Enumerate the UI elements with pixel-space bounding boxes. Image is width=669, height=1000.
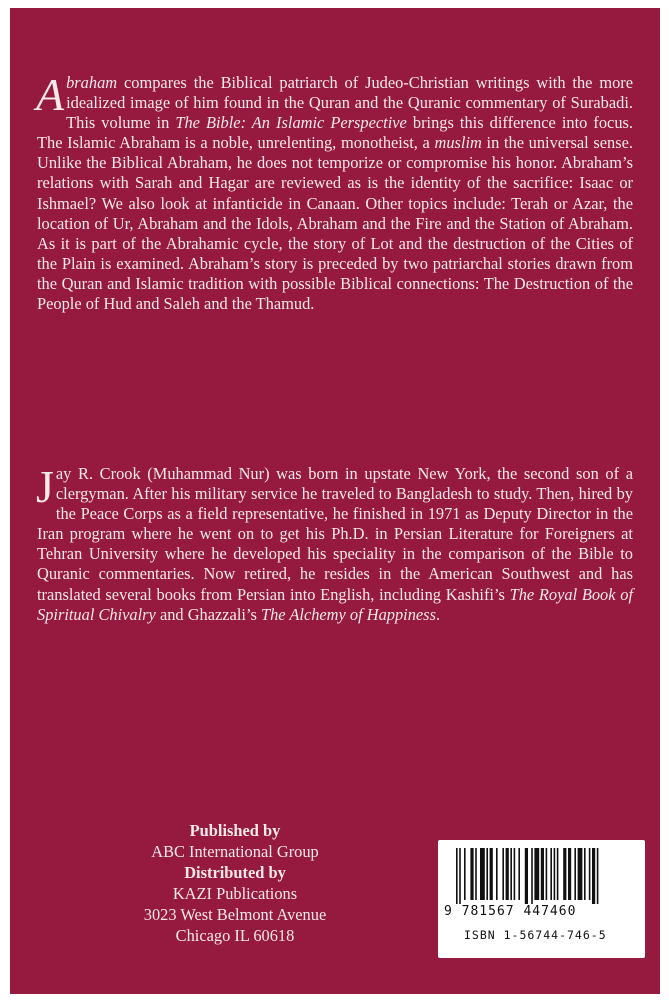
street-address: 3023 West Belmont Avenue	[143, 905, 327, 924]
barcode-label	[438, 840, 645, 958]
description-text: brings this difference into focus. The Islamic Abraham is a noble, unrelenting, monotheist, a	[37, 113, 633, 153]
publisher-info	[110, 820, 360, 946]
book-title: The Alchemy of Happiness	[260, 604, 436, 624]
barcode-digits: 9 781567 447460	[444, 904, 577, 919]
bio-text: ay R. Crook (Muhammad Nur) was born in upstate New York, the second son of a clergyman. After his military service he traveled to Bangladesh to study. Then, hired by the Peace Corps as a field representative, he finished in 1971 as Deputy Director in the Iran program where he went on to get his Ph.D. in Persian Literature for Foreigners at Tehran University where he developed his speciality in the comparison of the Bible to Quranic commentaries. Now retired, he resides in the American Southwest and has translated several books from Persian into English, including Kashifi’s	[37, 464, 633, 604]
isbn-number: ISBN 1-56744-746-5	[464, 928, 607, 942]
description-text: in the universal sense. Unlike the Biblical Abraham, he does not temporize or compromise his honor. Abraham’s relations with Sarah and Hagar are reviewed as is the identity of the sacrifice: Isaac or Ishmael? We also look at infanticide in Canaan. Other topics include: Terah or Azar, the location of Ur, Abraham and the Idols, Abraham and the Fire and the Station of Abraham. As it is part of the Abrahamic cycle, the story of Lot and the destruction of the Cities of the Plain is examined. Abraham’s story is preceded by two patriarchal stories drawn from the Quran and Islamic tradition with possible Biblical connections: The Destruction of the People of Hud and Saleh and the Thamud.	[37, 133, 633, 314]
published-by-label: Published by	[189, 821, 281, 840]
distributor-name: KAZI Publications	[172, 884, 298, 903]
bio-text: and Ghazzali’s	[155, 604, 261, 624]
book-description	[36, 69, 633, 314]
bio-text: .	[435, 604, 441, 624]
description-text: compares the Biblical patriarch of Judeo-Christian writings with the more idealized image of him found in the Quran and the Quranic commentary of Surabadi. This volume in	[66, 73, 633, 133]
drop-cap: J	[36, 461, 54, 512]
book-title: The Royal Book of Spiritual Chivalry	[37, 584, 633, 624]
series-title: The Bible: An Islamic Perspective	[175, 113, 407, 133]
author-bio	[36, 461, 633, 625]
city-address: Chicago IL 60618	[175, 926, 295, 945]
barcode-icon	[442, 848, 641, 904]
distributed-by-label: Distributed by	[184, 863, 286, 882]
publisher-name: ABC International Group	[151, 842, 319, 861]
first-word: braham	[66, 73, 118, 92]
emphasis-muslim: muslim	[434, 133, 482, 153]
drop-cap: A	[36, 69, 65, 120]
back-cover	[10, 8, 660, 994]
